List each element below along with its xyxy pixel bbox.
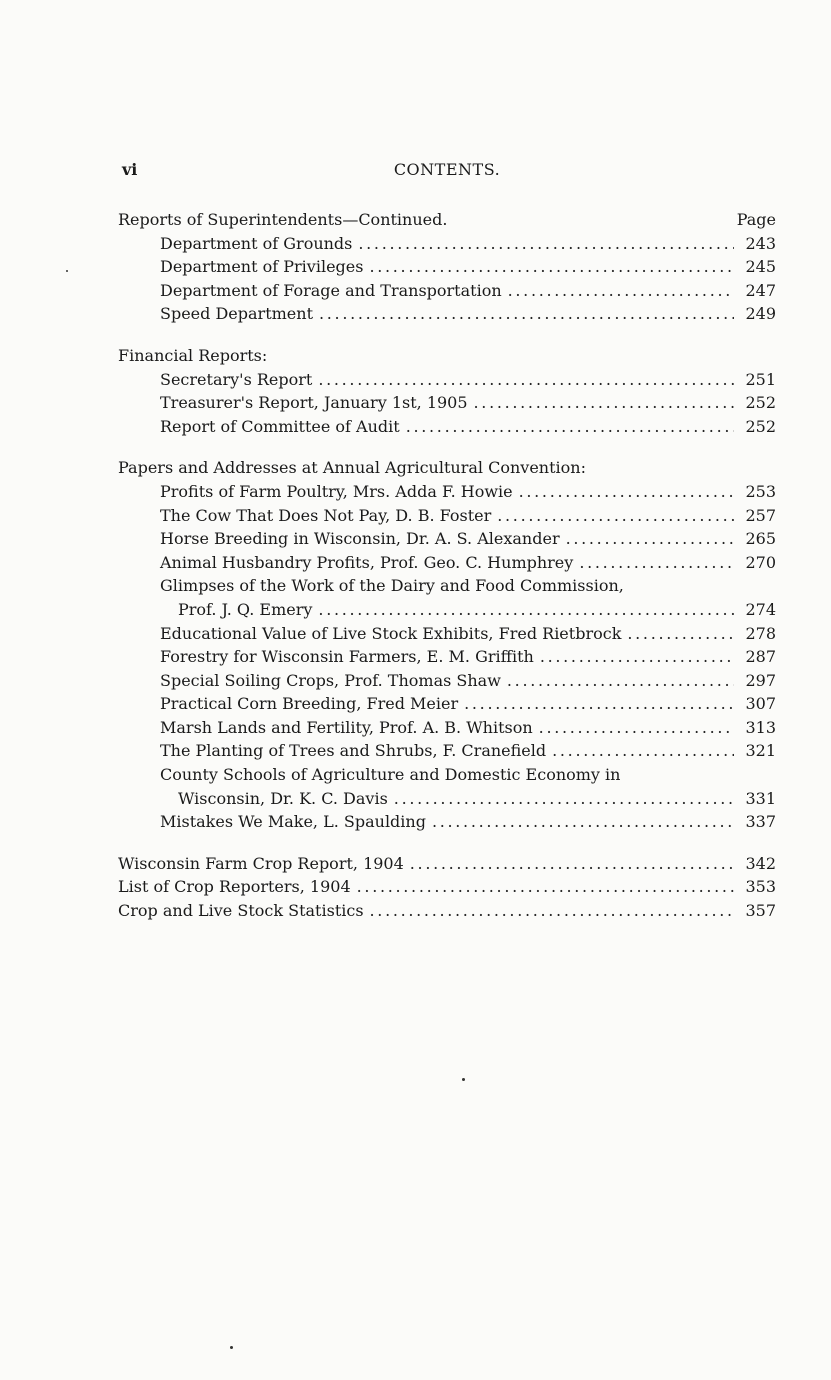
leader-dots — [318, 368, 734, 392]
entry-page: 252 — [745, 393, 776, 413]
toc-entry — [118, 415, 776, 439]
toc-entry — [118, 232, 776, 256]
entry-title: Special Soiling Crops, Prof. Thomas Shaw — [160, 670, 501, 690]
leader-dots — [566, 527, 734, 551]
leader-dots — [579, 551, 734, 575]
toc-entry — [118, 852, 776, 876]
leader-dots — [358, 232, 734, 256]
section-gap — [118, 834, 776, 852]
leader-dots — [508, 279, 734, 303]
entry-title-continuation: Prof. J. Q. Emery — [178, 599, 313, 619]
entry-title: Speed Department — [160, 304, 313, 324]
toc-entry — [118, 692, 776, 716]
entry-title: Marsh Lands and Fertility, Prof. A. B. Whitson — [160, 717, 533, 737]
toc-entry — [118, 787, 776, 811]
leader-dots — [627, 622, 734, 646]
toc-entry — [118, 504, 776, 528]
leader-dots — [370, 899, 734, 923]
entry-page: 265 — [745, 529, 776, 549]
toc-entry — [118, 480, 776, 504]
section-heading-text: Reports of Superintendents—Continued. — [118, 210, 448, 229]
entry-title: Animal Husbandry Profits, Prof. Geo. C. Humphrey — [160, 552, 574, 572]
toc-entry — [118, 899, 776, 923]
page-column-label: Page — [736, 210, 776, 229]
entry-page: 270 — [745, 552, 776, 572]
entry-page: 357 — [745, 901, 776, 921]
entry-title: Department of Forage and Transportation — [160, 280, 502, 300]
entry-page: 251 — [745, 369, 776, 389]
leader-dots — [318, 598, 734, 622]
entry-title: Educational Value of Live Stock Exhibits, Fred Rietbrock — [160, 623, 622, 643]
leader-dots — [539, 716, 734, 740]
leader-dots — [319, 302, 734, 326]
entry-page: 252 — [745, 416, 776, 436]
entry-page: 278 — [745, 623, 776, 643]
table-of-contents — [118, 208, 776, 923]
entry-title: The Cow That Does Not Pay, D. B. Foster — [160, 505, 492, 525]
entry-page: 353 — [745, 877, 776, 897]
toc-entry — [118, 279, 776, 303]
toc-entry — [118, 622, 776, 646]
entry-title: Profits of Farm Poultry, Mrs. Adda F. Howie — [160, 481, 513, 501]
leader-dots — [519, 480, 734, 504]
entry-title: Mistakes We Make, L. Spaulding — [160, 812, 426, 832]
section-heading-text: Papers and Addresses at Annual Agricultural Convention: — [118, 458, 586, 478]
leader-dots — [540, 645, 734, 669]
section-gap — [118, 326, 776, 344]
section-gap — [118, 438, 776, 456]
entry-page: 342 — [745, 853, 776, 873]
entry-page: 331 — [745, 788, 776, 808]
toc-entry — [118, 302, 776, 326]
toc-entry — [118, 598, 776, 622]
entry-title: The Planting of Trees and Shrubs, F. Cranefield — [160, 741, 547, 761]
entry-page: 321 — [745, 741, 776, 761]
entry-title-continuation: Wisconsin, Dr. K. C. Davis — [178, 788, 388, 808]
section-heading — [118, 344, 776, 368]
entry-title: Treasurer's Report, January 1st, 1905 — [160, 393, 468, 413]
entry-title: Practical Corn Breeding, Fred Meier — [160, 694, 459, 714]
page-numeral: vi — [122, 160, 138, 179]
speck — [66, 270, 68, 272]
toc-entry — [118, 368, 776, 392]
leader-dots — [394, 787, 734, 811]
speck — [230, 1346, 233, 1349]
entry-page: 287 — [745, 647, 776, 667]
entry-title: County Schools of Agriculture and Domestic Economy in — [160, 765, 621, 785]
leader-dots — [357, 875, 734, 899]
entry-title: Department of Grounds — [160, 233, 353, 253]
page-header — [122, 160, 772, 184]
entry-title: Report of Committee of Audit — [160, 416, 400, 436]
entry-title: Wisconsin Farm Crop Report, 1904 — [118, 853, 404, 873]
toc-entry — [118, 645, 776, 669]
entry-page: 247 — [745, 280, 776, 300]
section-heading — [118, 208, 776, 232]
leader-dots — [410, 852, 734, 876]
toc-entry — [118, 551, 776, 575]
entry-title: Department of Privileges — [160, 257, 364, 277]
toc-entry — [118, 255, 776, 279]
entry-title: Horse Breeding in Wisconsin, Dr. A. S. Alexander — [160, 529, 560, 549]
entry-page: 245 — [745, 257, 776, 277]
leader-dots — [474, 391, 734, 415]
entry-page: 253 — [745, 481, 776, 501]
leader-dots — [369, 255, 734, 279]
entry-page: 249 — [745, 304, 776, 324]
entry-title: List of Crop Reporters, 1904 — [118, 877, 351, 897]
section-heading-text: Financial Reports: — [118, 345, 268, 365]
leader-dots — [497, 504, 734, 528]
leader-dots — [507, 669, 734, 693]
leader-dots — [432, 810, 734, 834]
toc-entry — [118, 527, 776, 551]
leader-dots — [464, 692, 734, 716]
toc-entry — [118, 716, 776, 740]
toc-entry-line — [118, 763, 776, 787]
entry-page: 257 — [745, 505, 776, 525]
toc-entry-line — [118, 574, 776, 598]
entry-page: 313 — [745, 717, 776, 737]
entry-page: 274 — [745, 599, 776, 619]
toc-entry — [118, 669, 776, 693]
entry-page: 243 — [745, 233, 776, 253]
speck — [462, 1078, 465, 1081]
toc-entry — [118, 875, 776, 899]
entry-page: 307 — [745, 694, 776, 714]
leader-dots — [406, 415, 734, 439]
entry-page: 297 — [745, 670, 776, 690]
entry-page: 337 — [745, 812, 776, 832]
toc-entry — [118, 810, 776, 834]
entry-title: Secretary's Report — [160, 369, 313, 389]
entry-title: Forestry for Wisconsin Farmers, E. M. Griffith — [160, 647, 534, 667]
toc-entry — [118, 391, 776, 415]
section-heading — [118, 456, 776, 480]
toc-entry — [118, 739, 776, 763]
entry-title: Glimpses of the Work of the Dairy and Food Commission, — [160, 576, 624, 596]
leader-dots — [552, 739, 734, 763]
page-title: CONTENTS. — [393, 160, 501, 179]
entry-title: Crop and Live Stock Statistics — [118, 901, 364, 921]
